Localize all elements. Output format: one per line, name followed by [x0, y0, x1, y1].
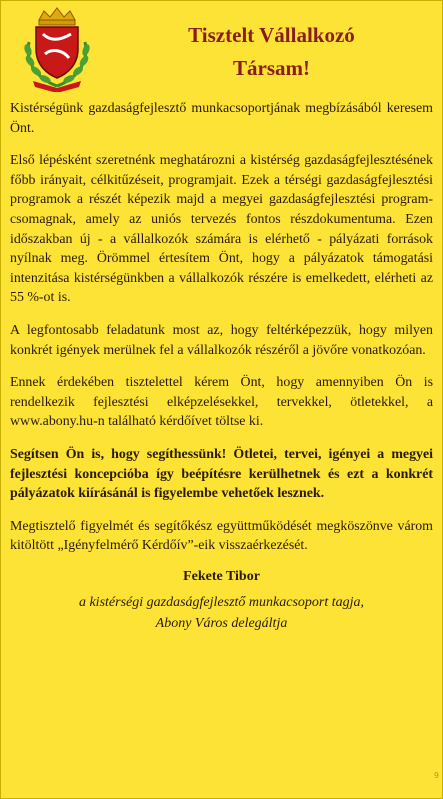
paragraph-closing: Megtisztelő figyelmét és segítőkész együttműködését megköszönve várom kitöltött „Igényfelmérő Kérdőív”-eik visszaérkezését.: [10, 518, 433, 554]
paragraph-request: Ennek érdekében tisztelettel kérem Önt, hogy amennyiben Ön is rendelkezik fejlesztési elképzelésekkel, tervekkel, ötletekkel, a www.abony.hu-n található kérdőívet töltse ki.: [10, 375, 433, 430]
page-title: [111, 19, 432, 85]
signature-name: Fekete Tibor: [183, 568, 260, 584]
title-line-1: Tisztelt Vállalkozó: [188, 23, 355, 47]
paragraph-appeal: Segítsen Ön is, hogy segíthessünk! Ötletei, tervei, igényei a megyei fejlesztési koncepcióba így beépítésre kerülhetnek és ezt a konkrét pályázatok kiírásánál is figyelembe vehetőek lesznek.: [10, 446, 433, 502]
signature-role-line-1: a kistérségi gazdaságfejlesztő munkacsoport tagja,: [78, 594, 365, 610]
page-number: 9: [433, 771, 439, 780]
title-line-2: Társam!: [233, 56, 310, 80]
header: [1, 1, 442, 97]
paragraph-development: Első lépésként szeretnénk meghatározni a kistérség gazdaságfejlesztésének főbb irányait, célkitűzéseit, programjait. Ezek a térségi gazdaságfejlesztési programok a részét képezik majd a megyei gazdaságfejlesztési program-csomagnak, amely az uniós tervezés fontos részdokumentuma. Ezen időszakban új - a vállalkozók számára is elérhető - pályázati források nyílnak meg. Örömmel értesítem Önt, hogy a pályázatok támogatási intenzitása kistérségünkben a vállalkozók részére is emelkedett, elérheti az 55 %-ot is.: [10, 153, 433, 306]
paragraph-intro: Kistérségünk gazdaságfejlesztő munkacsoportjának megbízásából keresem Önt.: [10, 101, 433, 136]
letter-body: [10, 99, 433, 634]
signature-role-line-2: Abony Város delegáltja: [155, 615, 288, 631]
signature-role: [10, 592, 433, 634]
coat-of-arms-icon: [19, 6, 95, 92]
paragraph-task: A legfontosabb feladatunk most az, hogy feltérképezzük, hogy milyen konkrét igények merülnek fel a vállalkozók részéről a jövőre vonatkozóan.: [10, 322, 433, 358]
